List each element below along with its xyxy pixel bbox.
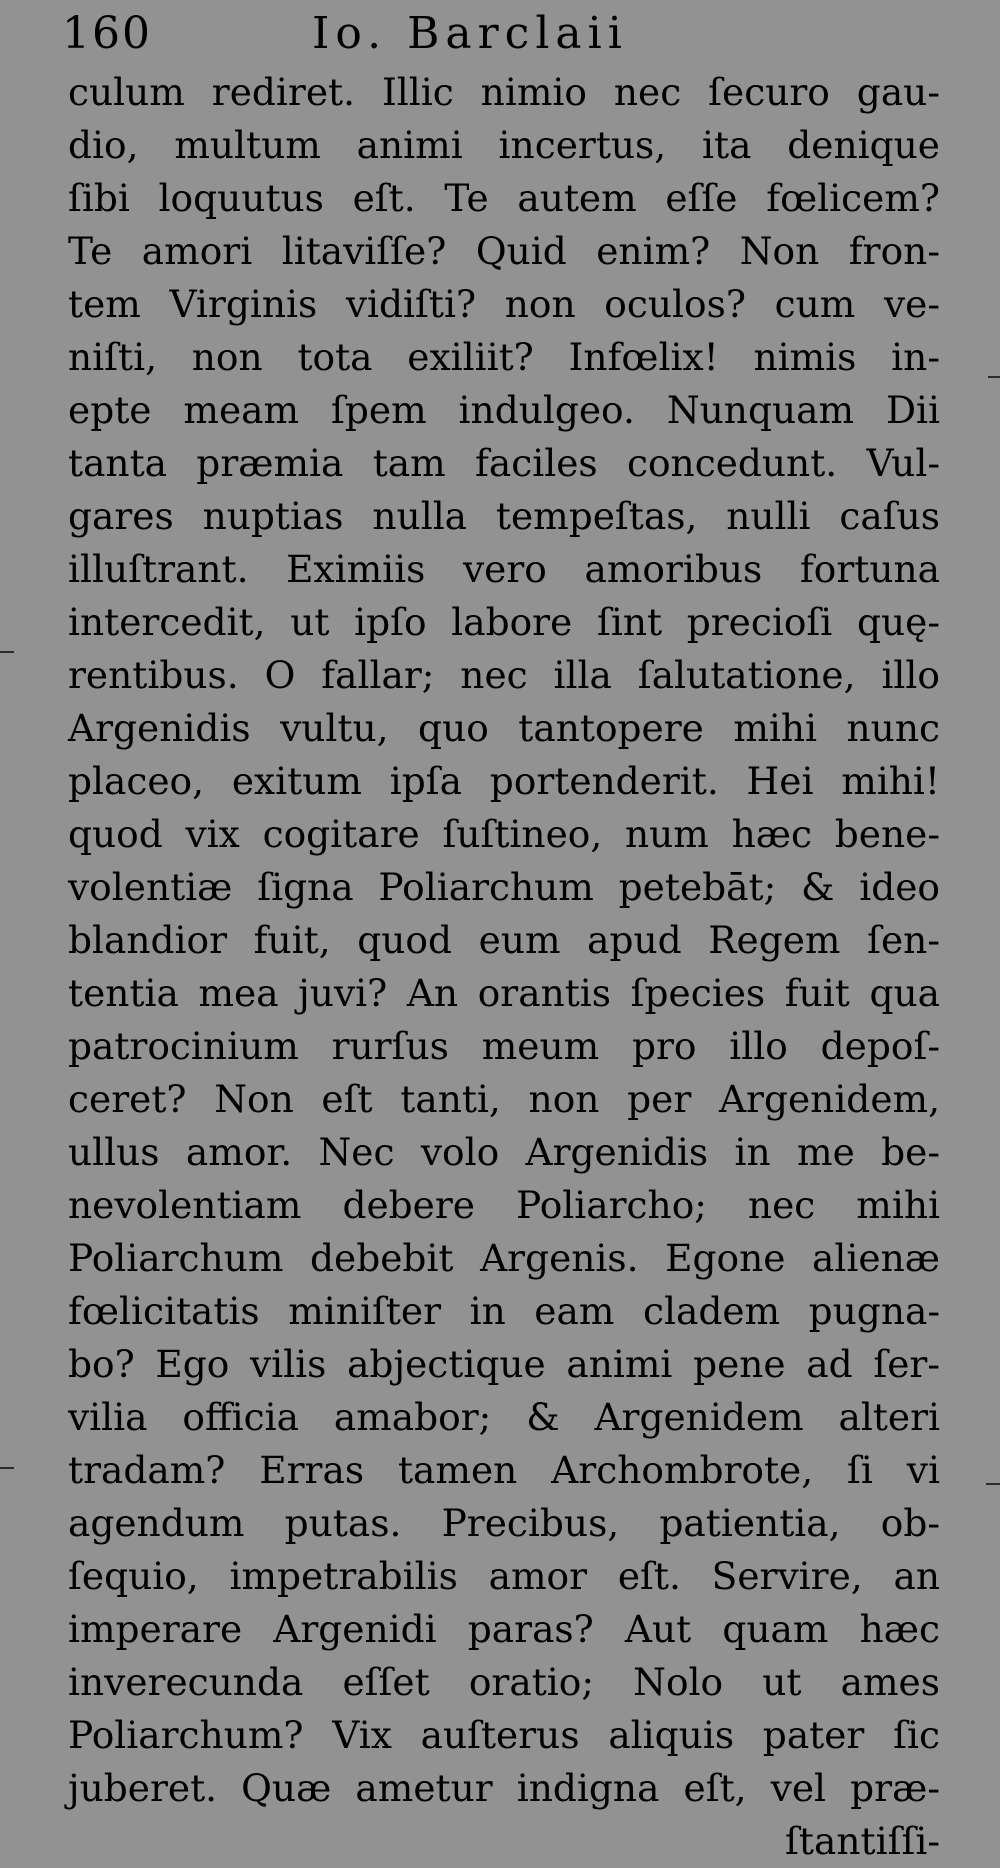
text-line: tanta præmia tam faciles concedunt. Vul-: [68, 441, 940, 485]
text-line: blandior fuit, quod eum apud Regem ſen-: [68, 918, 940, 962]
margin-tick-mark: [0, 1467, 14, 1469]
catchword: ſtantiſſi-: [785, 1819, 940, 1863]
running-head: Io. Barclaii: [312, 8, 628, 59]
margin-tick-mark: [986, 1483, 1000, 1485]
text-line: Argenidis vultu, quo tantopere mihi nunc: [68, 706, 940, 750]
margin-tick-mark: [0, 651, 14, 653]
margin-tick-mark: [988, 376, 1000, 378]
text-line: illuſtrant. Eximiis vero amoribus fortuna: [68, 547, 940, 591]
text-line: bo? Ego vilis abjectique animi pene ad ſer-: [68, 1342, 940, 1386]
text-line: ſequio, impetrabilis amor eſt. Servire, an: [68, 1554, 940, 1598]
text-line: ſibi loquutus eſt. Te autem eſſe fœlicem?: [68, 176, 940, 220]
text-line: Poliarchum? Vix auſterus aliquis pater ſic: [68, 1713, 940, 1757]
page-number: 160: [62, 8, 152, 59]
text-line: rentibus. O fallar; nec illa ſalutatione, illo: [68, 653, 940, 697]
text-line: inverecunda eſſet oratio; Nolo ut ames: [68, 1660, 940, 1704]
text-line: fœlicitatis miniſter in eam cladem pugna-: [68, 1289, 940, 1333]
text-line: imperare Argenidi paras? Aut quam hæc: [68, 1607, 940, 1651]
text-line: intercedit, ut ipſo labore ſint precioſi quę-: [68, 600, 940, 644]
text-line: agendum putas. Precibus, patientia, ob-: [68, 1501, 940, 1545]
text-line: ceret? Non eſt tanti, non per Argenidem,: [68, 1077, 940, 1121]
text-line: quod vix cogitare ſuſtineo, num hæc bene-: [68, 812, 940, 856]
text-line: dio, multum animi incertus, ita denique: [68, 123, 940, 167]
text-line: gares nuptias nulla tempeſtas, nulli caſus: [68, 494, 940, 538]
text-line: niſti, non tota exiliit? Infœlix! nimis in-: [68, 335, 940, 379]
text-line: juberet. Quæ ametur indigna eſt, vel præ-: [68, 1766, 940, 1810]
page-header: [62, 8, 942, 60]
text-line: Poliarchum debebit Argenis. Egone alienæ: [68, 1236, 940, 1280]
text-line: patrocinium rurſus meum pro illo depoſ-: [68, 1024, 940, 1068]
body-text: [68, 66, 940, 1868]
text-line: placeo, exitum ipſa portenderit. Hei mihi!: [68, 759, 940, 803]
text-line: epte meam ſpem indulgeo. Nunquam Dii: [68, 388, 940, 432]
text-line: volentiæ ſigna Poliarchum petebāt; & ideo: [68, 865, 940, 909]
text-line: Te amori litaviſſe? Quid enim? Non fron-: [68, 229, 940, 273]
text-line: vilia officia amabor; & Argenidem alteri: [68, 1395, 940, 1439]
text-line: tem Virginis vidiſti? non oculos? cum ve-: [68, 282, 940, 326]
text-line: ullus amor. Nec volo Argenidis in me be-: [68, 1130, 940, 1174]
text-line: tradam? Erras tamen Archombrote, ſi vi: [68, 1448, 940, 1492]
text-line: nevolentiam debere Poliarcho; nec mihi: [68, 1183, 940, 1227]
text-line: culum rediret. Illic nimio nec ſecuro gau-: [68, 70, 940, 114]
text-line: tentia mea juvi? An orantis ſpecies fuit qua: [68, 971, 940, 1015]
